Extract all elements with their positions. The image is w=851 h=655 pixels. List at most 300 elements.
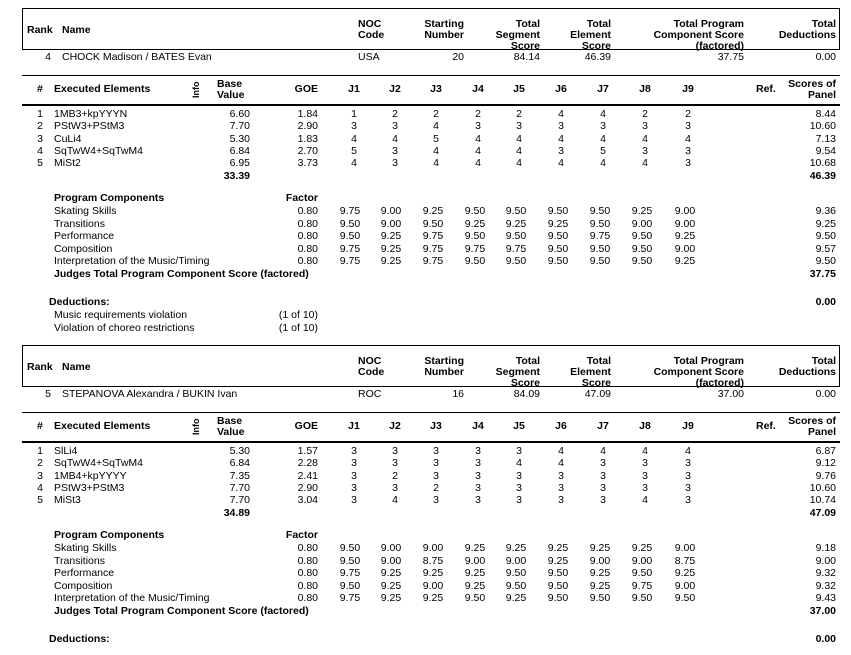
element-judge-8-grade: 3 <box>642 457 648 469</box>
col-judge-7: J7 <box>597 83 609 95</box>
component-judge-2-mark: 9.00 <box>380 218 402 230</box>
element-base-value: 7.35 <box>229 470 250 482</box>
rank-header: Rank <box>27 361 53 373</box>
component-judge-3-mark: 9.00 <box>422 580 444 592</box>
element-judge-2-grade: 3 <box>392 145 398 157</box>
component-judge-7-mark: 9.50 <box>589 205 611 217</box>
component-judge-1-mark: 9.50 <box>339 230 361 242</box>
element-goe: 2.70 <box>297 145 318 157</box>
total-element-score: 47.09 <box>584 388 611 400</box>
element-judge-3-grade: 2 <box>433 108 439 120</box>
element-judge-9-grade: 3 <box>685 482 691 494</box>
component-name: Skating Skills <box>54 542 117 554</box>
element-code: PStW3+PStM3 <box>54 120 125 132</box>
component-score: 9.25 <box>815 218 836 230</box>
element-goe: 1.84 <box>297 108 318 120</box>
element-judge-6-grade: 3 <box>558 470 564 482</box>
element-judge-9-grade: 4 <box>685 133 691 145</box>
element-judge-9-grade: 3 <box>685 457 691 469</box>
elements-top-rule <box>22 75 840 76</box>
total-pcs-score: 37.75 <box>717 51 744 63</box>
component-factor: 0.80 <box>297 230 318 242</box>
col-judge-7: J7 <box>597 420 609 432</box>
element-number: 2 <box>37 457 43 469</box>
component-judge-6-mark: 9.50 <box>547 567 569 579</box>
col-scores-of-panel-line-0: Scores of <box>788 415 836 427</box>
component-judge-1-mark: 9.75 <box>339 255 361 267</box>
component-judge-1-mark: 9.75 <box>339 205 361 217</box>
tes-header-line-1: Element <box>570 29 611 41</box>
pcs-header-line-0: Total Program <box>673 355 744 367</box>
element-judge-7-grade: 4 <box>600 445 606 457</box>
element-judge-5-grade: 3 <box>516 470 522 482</box>
col-judge-4: J4 <box>472 420 484 432</box>
element-judge-5-grade: 4 <box>516 145 522 157</box>
col-base-value-line-0: Base <box>217 78 243 90</box>
rank-header: Rank <box>27 24 53 36</box>
element-number: 2 <box>37 120 43 132</box>
component-judge-9-mark: 9.25 <box>674 255 696 267</box>
component-name: Interpretation of the Music/Timing <box>54 255 210 267</box>
element-judge-8-grade: 4 <box>642 445 648 457</box>
base-value-total: 33.39 <box>223 170 250 182</box>
element-base-value: 6.60 <box>229 108 250 120</box>
component-judge-5-mark: 9.25 <box>505 218 527 230</box>
component-judge-4-mark: 9.75 <box>464 243 486 255</box>
judges-total-pcs-value: 37.75 <box>809 268 836 280</box>
col-judge-2: J2 <box>389 420 401 432</box>
col-judge-5: J5 <box>513 83 525 95</box>
element-judge-7-grade: 3 <box>600 120 606 132</box>
col-judge-6: J6 <box>555 83 567 95</box>
element-judge-1-grade: 3 <box>351 445 357 457</box>
component-judge-5-mark: 9.75 <box>505 243 527 255</box>
element-judge-5-grade: 3 <box>516 120 522 132</box>
element-judge-6-grade: 4 <box>558 133 564 145</box>
component-judge-6-mark: 9.50 <box>547 205 569 217</box>
col-judge-1: J1 <box>348 420 360 432</box>
component-judge-9-mark: 9.25 <box>674 567 696 579</box>
component-score: 9.50 <box>815 230 836 242</box>
col-judge-8: J8 <box>639 420 651 432</box>
component-judge-1-mark: 9.75 <box>339 592 361 604</box>
element-goe: 2.90 <box>297 482 318 494</box>
component-judge-3-mark: 8.75 <box>422 555 444 567</box>
component-judge-6-mark: 9.50 <box>547 580 569 592</box>
element-judge-5-grade: 3 <box>516 482 522 494</box>
component-judge-7-mark: 9.50 <box>589 243 611 255</box>
tss-header-line-2: Score <box>510 377 540 389</box>
element-panel-score: 8.44 <box>815 108 836 120</box>
deductions-total: 0.00 <box>815 633 836 645</box>
element-judge-6-grade: 4 <box>558 457 564 469</box>
element-judge-6-grade: 4 <box>558 108 564 120</box>
element-goe: 1.57 <box>297 445 318 457</box>
element-panel-score: 10.68 <box>809 157 836 169</box>
component-judge-2-mark: 9.25 <box>380 592 402 604</box>
elements-header-rule <box>22 104 840 106</box>
tss-header-line-1: Segment <box>495 366 540 378</box>
element-base-value: 6.84 <box>229 145 250 157</box>
pcs-header-line-2: (factored) <box>695 377 744 389</box>
component-judge-2-mark: 9.00 <box>380 555 402 567</box>
start-header-line-1: Number <box>424 29 464 41</box>
component-judge-9-mark: 9.00 <box>674 243 696 255</box>
component-factor: 0.80 <box>297 555 318 567</box>
element-judge-4-grade: 3 <box>475 120 481 132</box>
noc-header-line-0: NOC <box>358 18 382 30</box>
tes-header-line-0: Total <box>586 355 611 367</box>
element-judge-9-grade: 3 <box>685 120 691 132</box>
component-judge-7-mark: 9.25 <box>589 567 611 579</box>
judges-total-pcs-value: 37.00 <box>809 605 836 617</box>
tes-header-line-1: Element <box>570 366 611 378</box>
col-info: Info <box>191 418 201 435</box>
pcs-header-line-1: Component Score <box>653 366 744 378</box>
component-judge-2-mark: 9.25 <box>380 567 402 579</box>
component-judge-1-mark: 9.50 <box>339 555 361 567</box>
element-judge-9-grade: 3 <box>685 470 691 482</box>
component-score: 9.32 <box>815 567 836 579</box>
component-judge-8-mark: 9.00 <box>631 555 653 567</box>
component-judge-7-mark: 9.50 <box>589 592 611 604</box>
factor-header: Factor <box>285 192 318 204</box>
component-judge-4-mark: 9.00 <box>464 555 486 567</box>
component-judge-4-mark: 9.25 <box>464 567 486 579</box>
element-goe: 2.41 <box>297 470 318 482</box>
element-judge-7-grade: 4 <box>600 133 606 145</box>
component-factor: 0.80 <box>297 542 318 554</box>
col-judge-5: J5 <box>513 420 525 432</box>
element-judge-6-grade: 4 <box>558 445 564 457</box>
base-value-total: 34.89 <box>223 507 250 519</box>
element-judge-3-grade: 4 <box>433 157 439 169</box>
element-judge-5-grade: 4 <box>516 457 522 469</box>
component-judge-4-mark: 9.50 <box>464 255 486 267</box>
element-judge-9-grade: 3 <box>685 494 691 506</box>
pcs-header-line-1: Component Score <box>653 29 744 41</box>
component-judge-6-mark: 9.50 <box>547 592 569 604</box>
component-judge-5-mark: 9.25 <box>505 592 527 604</box>
element-judge-4-grade: 3 <box>475 482 481 494</box>
component-factor: 0.80 <box>297 580 318 592</box>
element-judge-1-grade: 5 <box>351 145 357 157</box>
col-scores-of-panel-line-1: Panel <box>807 89 836 101</box>
component-judge-5-mark: 9.50 <box>505 230 527 242</box>
skater-start: 20 <box>452 51 464 63</box>
col-judge-3: J3 <box>430 83 442 95</box>
col-judge-2: J2 <box>389 83 401 95</box>
deduction-item-name: Music requirements violation <box>54 309 188 321</box>
component-judge-7-mark: 9.00 <box>589 555 611 567</box>
element-judge-2-grade: 3 <box>392 482 398 494</box>
element-judge-9-grade: 3 <box>685 157 691 169</box>
judges-total-pcs-label: Judges Total Program Component Score (factored) <box>54 605 309 617</box>
element-judge-1-grade: 3 <box>351 457 357 469</box>
element-panel-score: 6.87 <box>815 445 836 457</box>
total-pcs-score: 37.00 <box>717 388 744 400</box>
total-deductions: 0.00 <box>815 51 836 63</box>
component-judge-3-mark: 9.75 <box>422 230 444 242</box>
element-judge-8-grade: 3 <box>642 145 648 157</box>
col-ref: Ref. <box>756 420 776 432</box>
element-judge-1-grade: 4 <box>351 133 357 145</box>
component-score: 9.32 <box>815 580 836 592</box>
component-judge-4-mark: 9.50 <box>464 205 486 217</box>
component-name: Performance <box>54 230 115 242</box>
element-judge-9-grade: 3 <box>685 145 691 157</box>
component-judge-4-mark: 9.50 <box>464 230 486 242</box>
element-code: SlLi4 <box>54 445 78 457</box>
start-header-line-1: Number <box>424 366 464 378</box>
factor-header: Factor <box>285 529 318 541</box>
element-base-value: 7.70 <box>229 494 250 506</box>
element-judge-9-grade: 2 <box>685 108 691 120</box>
element-panel-score: 7.13 <box>815 133 836 145</box>
component-name: Performance <box>54 567 115 579</box>
element-judge-7-grade: 4 <box>600 108 606 120</box>
noc-header-line-0: NOC <box>358 355 382 367</box>
element-number: 4 <box>37 145 43 157</box>
component-judge-2-mark: 9.25 <box>380 255 402 267</box>
component-judge-7-mark: 9.25 <box>589 542 611 554</box>
elements-panel-total: 46.39 <box>809 170 836 182</box>
tss-header-line-1: Segment <box>495 29 540 41</box>
component-judge-3-mark: 9.75 <box>422 243 444 255</box>
element-judge-8-grade: 3 <box>642 120 648 132</box>
element-judge-8-grade: 2 <box>642 108 648 120</box>
program-components-title: Program Components <box>54 192 165 204</box>
component-judge-6-mark: 9.25 <box>547 218 569 230</box>
component-judge-2-mark: 9.25 <box>380 580 402 592</box>
element-judge-8-grade: 3 <box>642 470 648 482</box>
component-judge-2-mark: 9.25 <box>380 243 402 255</box>
element-judge-7-grade: 3 <box>600 482 606 494</box>
element-judge-7-grade: 3 <box>600 470 606 482</box>
ded-header-line-1: Deductions <box>778 29 836 41</box>
element-judge-7-grade: 5 <box>600 145 606 157</box>
element-judge-4-grade: 3 <box>475 470 481 482</box>
element-judge-4-grade: 2 <box>475 108 481 120</box>
component-judge-4-mark: 9.50 <box>464 592 486 604</box>
element-judge-2-grade: 3 <box>392 445 398 457</box>
element-base-value: 6.95 <box>229 157 250 169</box>
component-judge-3-mark: 9.00 <box>422 542 444 554</box>
col-executed-elements: Executed Elements <box>54 420 151 432</box>
component-judge-7-mark: 9.50 <box>589 255 611 267</box>
component-judge-5-mark: 9.25 <box>505 542 527 554</box>
component-judge-5-mark: 9.50 <box>505 567 527 579</box>
component-judge-4-mark: 9.25 <box>464 580 486 592</box>
skater-name: STEPANOVA Alexandra / BUKIN Ivan <box>62 388 238 400</box>
element-judge-4-grade: 4 <box>475 157 481 169</box>
element-judge-3-grade: 4 <box>433 145 439 157</box>
element-code: MiSt3 <box>54 494 81 506</box>
element-judge-8-grade: 4 <box>642 494 648 506</box>
component-judge-7-mark: 9.75 <box>589 230 611 242</box>
element-judge-2-grade: 3 <box>392 157 398 169</box>
total-deductions: 0.00 <box>815 388 836 400</box>
element-base-value: 5.30 <box>229 133 250 145</box>
component-judge-8-mark: 9.00 <box>631 218 653 230</box>
col-goe: GOE <box>294 420 318 432</box>
name-header: Name <box>62 361 91 373</box>
element-number: 1 <box>37 445 43 457</box>
component-judge-6-mark: 9.25 <box>547 555 569 567</box>
component-judge-5-mark: 9.50 <box>505 580 527 592</box>
element-panel-score: 9.12 <box>815 457 836 469</box>
element-judge-5-grade: 3 <box>516 494 522 506</box>
deduction-item-count: (1 of 10) <box>278 322 318 334</box>
component-judge-7-mark: 9.25 <box>589 580 611 592</box>
element-judge-2-grade: 4 <box>392 494 398 506</box>
component-factor: 0.80 <box>297 218 318 230</box>
col-judge-1: J1 <box>348 83 360 95</box>
noc-header-line-1: Code <box>358 366 385 378</box>
element-judge-5-grade: 2 <box>516 108 522 120</box>
deduction-item-count: (1 of 10) <box>278 309 318 321</box>
col-judge-9: J9 <box>682 420 694 432</box>
component-name: Composition <box>54 580 113 592</box>
component-judge-1-mark: 9.50 <box>339 542 361 554</box>
col-judge-6: J6 <box>555 420 567 432</box>
element-base-value: 7.70 <box>229 120 250 132</box>
element-judge-4-grade: 3 <box>475 494 481 506</box>
element-judge-3-grade: 4 <box>433 120 439 132</box>
element-number: 5 <box>37 494 43 506</box>
component-name: Skating Skills <box>54 205 117 217</box>
element-judge-1-grade: 3 <box>351 494 357 506</box>
element-judge-7-grade: 4 <box>600 157 606 169</box>
element-judge-6-grade: 3 <box>558 494 564 506</box>
element-judge-2-grade: 3 <box>392 457 398 469</box>
component-score: 9.00 <box>815 555 836 567</box>
col-executed-elements: Executed Elements <box>54 83 151 95</box>
element-judge-8-grade: 4 <box>642 133 648 145</box>
tes-header-line-2: Score <box>581 377 611 389</box>
component-score: 9.43 <box>815 592 836 604</box>
element-number: 3 <box>37 133 43 145</box>
tes-header-line-2: Score <box>581 40 611 52</box>
element-judge-1-grade: 4 <box>351 157 357 169</box>
component-judge-3-mark: 9.25 <box>422 567 444 579</box>
deductions-total: 0.00 <box>815 296 836 308</box>
element-number: 5 <box>37 157 43 169</box>
component-judge-8-mark: 9.25 <box>631 542 653 554</box>
skater-noc: USA <box>358 51 380 63</box>
element-code: SqTwW4+SqTwM4 <box>54 145 143 157</box>
component-judge-9-mark: 9.00 <box>674 218 696 230</box>
component-judge-8-mark: 9.75 <box>631 580 653 592</box>
component-judge-9-mark: 9.25 <box>674 230 696 242</box>
element-judge-9-grade: 4 <box>685 445 691 457</box>
element-judge-8-grade: 4 <box>642 157 648 169</box>
element-judge-4-grade: 3 <box>475 457 481 469</box>
component-judge-9-mark: 9.00 <box>674 205 696 217</box>
tss-header-line-2: Score <box>510 40 540 52</box>
element-judge-2-grade: 2 <box>392 470 398 482</box>
element-panel-score: 10.60 <box>809 482 836 494</box>
col-num: # <box>37 83 43 95</box>
element-judge-1-grade: 1 <box>351 108 357 120</box>
element-judge-2-grade: 2 <box>392 108 398 120</box>
element-judge-3-grade: 3 <box>433 457 439 469</box>
component-judge-8-mark: 9.25 <box>631 205 653 217</box>
program-components-title: Program Components <box>54 529 165 541</box>
component-judge-9-mark: 8.75 <box>674 555 696 567</box>
element-panel-score: 9.54 <box>815 145 836 157</box>
skater-name: CHOCK Madison / BATES Evan <box>62 51 212 63</box>
element-judge-3-grade: 3 <box>433 470 439 482</box>
component-judge-3-mark: 9.75 <box>422 255 444 267</box>
component-judge-8-mark: 9.50 <box>631 567 653 579</box>
element-judge-2-grade: 3 <box>392 120 398 132</box>
deduction-item-name: Violation of choreo restrictions <box>54 322 195 334</box>
col-base-value-line-1: Value <box>217 89 245 101</box>
component-judge-8-mark: 9.50 <box>631 243 653 255</box>
element-goe: 3.04 <box>297 494 318 506</box>
element-judge-1-grade: 3 <box>351 482 357 494</box>
total-element-score: 46.39 <box>584 51 611 63</box>
component-judge-4-mark: 9.25 <box>464 542 486 554</box>
col-ref: Ref. <box>756 83 776 95</box>
skater-start: 16 <box>452 388 464 400</box>
component-judge-9-mark: 9.00 <box>674 542 696 554</box>
element-base-value: 7.70 <box>229 482 250 494</box>
component-score: 9.18 <box>815 542 836 554</box>
element-judge-7-grade: 3 <box>600 457 606 469</box>
ded-header-line-0: Total <box>811 355 836 367</box>
component-factor: 0.80 <box>297 592 318 604</box>
col-base-value-line-1: Value <box>217 426 245 438</box>
component-factor: 0.80 <box>297 243 318 255</box>
element-number: 4 <box>37 482 43 494</box>
component-judge-8-mark: 9.50 <box>631 592 653 604</box>
component-judge-6-mark: 9.50 <box>547 230 569 242</box>
col-judge-8: J8 <box>639 83 651 95</box>
col-scores-of-panel-line-0: Scores of <box>788 78 836 90</box>
deductions-label: Deductions: <box>49 296 110 308</box>
element-judge-6-grade: 4 <box>558 157 564 169</box>
component-judge-5-mark: 9.00 <box>505 555 527 567</box>
element-judge-4-grade: 4 <box>475 133 481 145</box>
element-number: 3 <box>37 470 43 482</box>
component-judge-1-mark: 9.75 <box>339 243 361 255</box>
skater-rank: 5 <box>45 388 51 400</box>
tes-header-line-0: Total <box>586 18 611 30</box>
element-judge-6-grade: 3 <box>558 482 564 494</box>
element-code: SqTwW4+SqTwM4 <box>54 457 143 469</box>
component-judge-7-mark: 9.50 <box>589 218 611 230</box>
element-judge-3-grade: 3 <box>433 494 439 506</box>
component-factor: 0.80 <box>297 205 318 217</box>
col-info: Info <box>191 81 201 98</box>
col-scores-of-panel-line-1: Panel <box>807 426 836 438</box>
col-base-value-line-0: Base <box>217 415 243 427</box>
component-judge-8-mark: 9.50 <box>631 230 653 242</box>
deductions-label: Deductions: <box>49 633 110 645</box>
component-judge-9-mark: 9.50 <box>674 592 696 604</box>
component-judge-6-mark: 9.50 <box>547 255 569 267</box>
element-code: PStW3+PStM3 <box>54 482 125 494</box>
component-factor: 0.80 <box>297 255 318 267</box>
element-judge-4-grade: 4 <box>475 145 481 157</box>
start-header-line-0: Starting <box>424 18 464 30</box>
element-goe: 2.28 <box>297 457 318 469</box>
component-judge-2-mark: 9.00 <box>380 542 402 554</box>
element-judge-4-grade: 3 <box>475 445 481 457</box>
col-goe: GOE <box>294 83 318 95</box>
